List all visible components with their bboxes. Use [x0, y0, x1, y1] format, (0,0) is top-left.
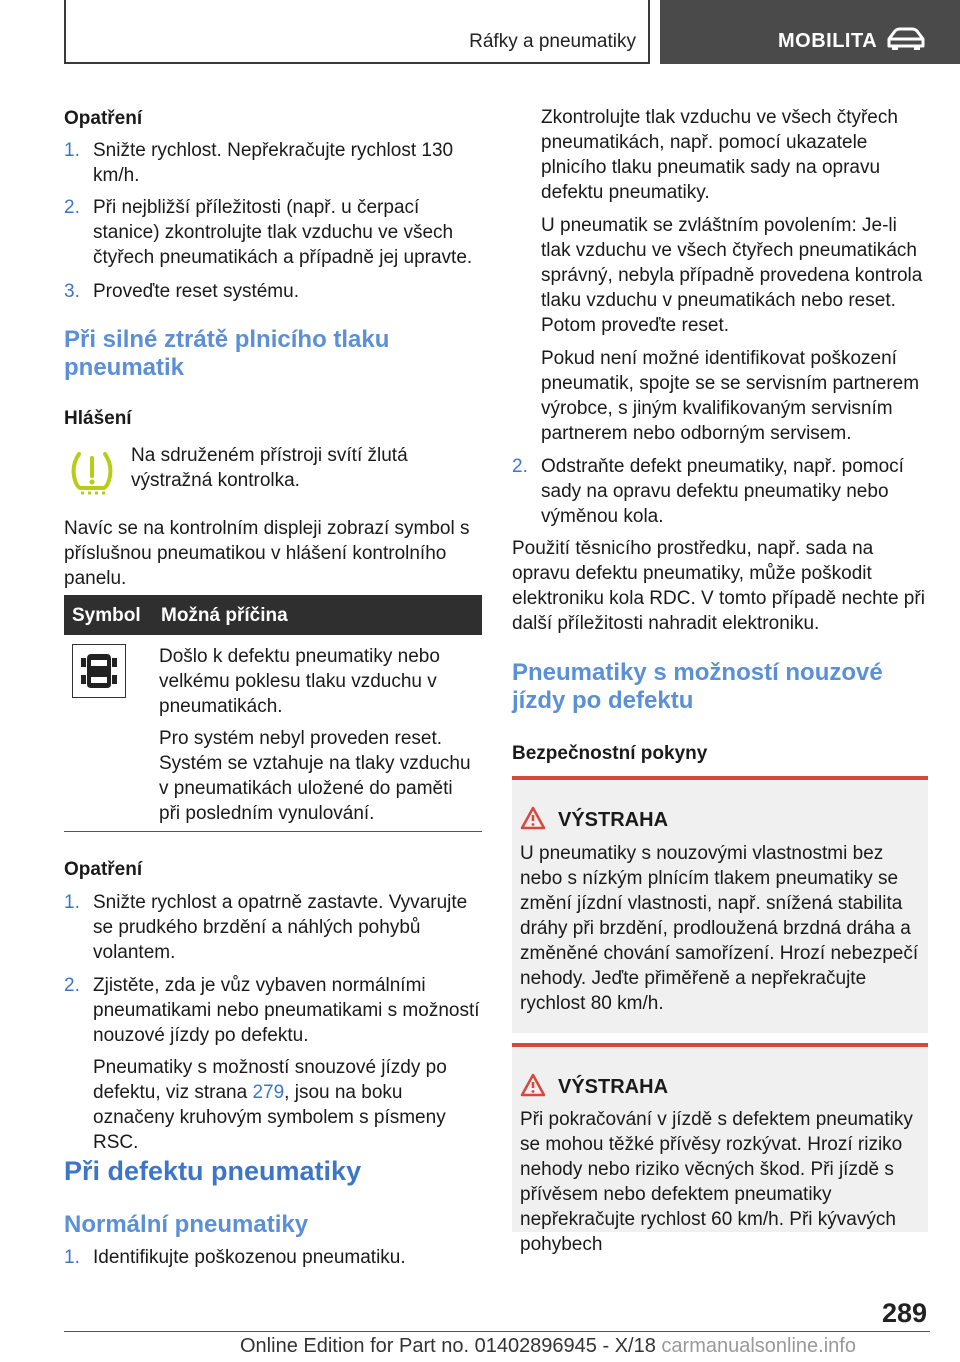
- column-header-symbol: Symbol: [72, 605, 141, 626]
- warning-title: VÝSTRAHA: [558, 1076, 669, 1098]
- list-item: [64, 138, 482, 190]
- step-text: Proveďte reset systému.: [93, 281, 299, 302]
- paragraph: Pokud není možné identifikovat poškození pneumatik, spojte se se servisním partnerem výrobce, s jiným kvalifikovaným servisním partnerem nebo odborným servisem.: [541, 348, 920, 444]
- step-number: 3.: [64, 281, 80, 302]
- page-number: 289: [882, 1298, 928, 1328]
- header-section-box: [64, 0, 650, 64]
- chapter-title: MOBILITA: [778, 30, 878, 52]
- flat-tire-symbol: [72, 644, 126, 698]
- warning-triangle-icon: [520, 1073, 546, 1097]
- step-text: Odstraňte defekt pneumatiky, např. pomocí sady na opravu defektu pneumatiky nebo výměnou kola.: [541, 456, 904, 527]
- tire-pressure-warning-icon: [70, 450, 114, 496]
- rsc-note: Pneumatiky s možností snouzové jízdy po defektu, viz strana 279, jsou na boku označeny kruhovým symbolem s písmeny RSC.: [93, 1057, 447, 1153]
- table-bottom-rule: [64, 831, 482, 832]
- step-number: 1.: [64, 1247, 80, 1268]
- step-number: 1.: [64, 140, 80, 161]
- step-text: Při nejbližší příležitosti (např. u čerpací stanice) zkontrolujte tlak vzduchu ve všech čtyřech pneumatikách a případně jej upravte.: [93, 197, 473, 268]
- page-reference-link[interactable]: 279: [252, 1082, 285, 1103]
- section-heading: Při silné ztrátě plnicího tlaku pneumatik: [64, 326, 390, 381]
- warning-box: [512, 1043, 928, 1255]
- list-item: [512, 454, 928, 532]
- message-heading: Hlášení: [64, 408, 132, 429]
- step-text: Zjistěte, zda je vůz vybaven normálními pneumatikami nebo pneumatikami s možností nouzové jízdy po defektu.: [93, 975, 480, 1046]
- display-note: Navíc se na kontrolním displeji zobrazí symbol s příslušnou pneumatikou v hlášení kontrolního panelu.: [64, 518, 470, 589]
- section-title: Ráfky a pneumatiky: [469, 31, 636, 52]
- car-tires-icon: [79, 650, 119, 692]
- table-header: [64, 595, 482, 635]
- step-number: 2.: [512, 456, 528, 477]
- chapter-heading: Při defektu pneumatiky: [64, 1156, 362, 1186]
- list-item: [64, 973, 482, 1051]
- list-item: [64, 195, 482, 273]
- footer-rule: [64, 1331, 930, 1332]
- warning-triangle-icon: [520, 806, 546, 830]
- footer-edition: Online Edition for Part no. 01402896945 - X/18 carmanualsonline.info: [240, 1335, 856, 1357]
- list-item: [64, 1245, 482, 1271]
- safety-heading: Bezpečnostní pokyny: [512, 743, 708, 764]
- section-heading: Pneumatiky s možností nouzové jízdy po defektu: [512, 659, 883, 714]
- column-header-cause: Možná příčina: [161, 605, 288, 626]
- measures-heading: Opatření: [64, 859, 143, 880]
- watermark: carmanualsonline.info: [661, 1335, 856, 1357]
- car-icon: [886, 27, 926, 51]
- list-item: [64, 279, 482, 305]
- step-number: 2.: [64, 197, 80, 218]
- warning-box: [512, 776, 928, 1033]
- table-cell-cause: Došlo k defektu pneumatiky nebo velkému poklesu tlaku vzduchu v pneumatikách.: [159, 646, 440, 717]
- paragraph: Zkontrolujte tlak vzduchu ve všech čtyřech pneumatikách, např. pomocí ukazatele plnicího tlaku pneumatik sady na opravu defektu pneumatiky.: [541, 107, 898, 203]
- step-number: 2.: [64, 975, 80, 996]
- warning-title: VÝSTRAHA: [558, 809, 669, 831]
- step-text: Snižte rychlost. Nepřekračujte rychlost 130 km/h.: [93, 140, 454, 186]
- section-heading: Normální pneumatiky: [64, 1211, 309, 1238]
- message-text: Na sdruženém přístroji svítí žlutá výstražná kontrolka.: [131, 445, 408, 491]
- warning-text: U pneumatiky s nouzovými vlastnostmi bez nebo s nízkým plnícím tlakem pneumatiky se změní jízdní vlastnosti, např. snížená stabilita dráhy při brzdění, prodloužená brzdná dráha a změněné chování samořízení. Hrozí nebezpečí nehody. Jeďte přiměřeně a nepřekračujte rychlost 80 km/h.: [520, 843, 919, 1014]
- measures-heading: Opatření: [64, 108, 143, 129]
- paragraph: U pneumatik se zvláštním povolením: Je-li tlak vzduchu ve všech čtyřech pneumatikách správný, nebyla případně provedena kontrola tlaku vzduchu v pneumatikách nebo reset. Potom proveďte reset.: [541, 215, 923, 336]
- table-cell-cause: Pro systém nebyl proveden reset. Systém se vztahuje na tlaky vzduchu v pneumatikách uložené do paměti při posledním vynulování.: [159, 728, 471, 824]
- header-chapter-box: [660, 0, 960, 64]
- warning-text: Při pokračování v jízdě s defektem pneumatiky se mohou těžké přívěsy rozkývat. Hrozí riziko nehody nebo riziko věcných škod. Při jízdě s přívěsem nebo defektem pneumatiky nepřekračujte rychlost 60 km/h. Při kývavých pohybech: [520, 1109, 913, 1255]
- step-text: Identifikujte poškozenou pneumatiku.: [93, 1247, 406, 1268]
- step-number: 1.: [64, 892, 80, 913]
- step-text: Snižte rychlost a opatrně zastavte. Vyvarujte se prudkého brzdění a náhlých pohybů volantem.: [93, 892, 468, 963]
- paragraph: Použití těsnicího prostředku, např. sada na opravu defektu pneumatiky, může poškodit elektroniku kola RDC. V tomto případě nechte při další příležitosti nahradit elektroniku.: [512, 538, 925, 634]
- list-item: [64, 890, 482, 968]
